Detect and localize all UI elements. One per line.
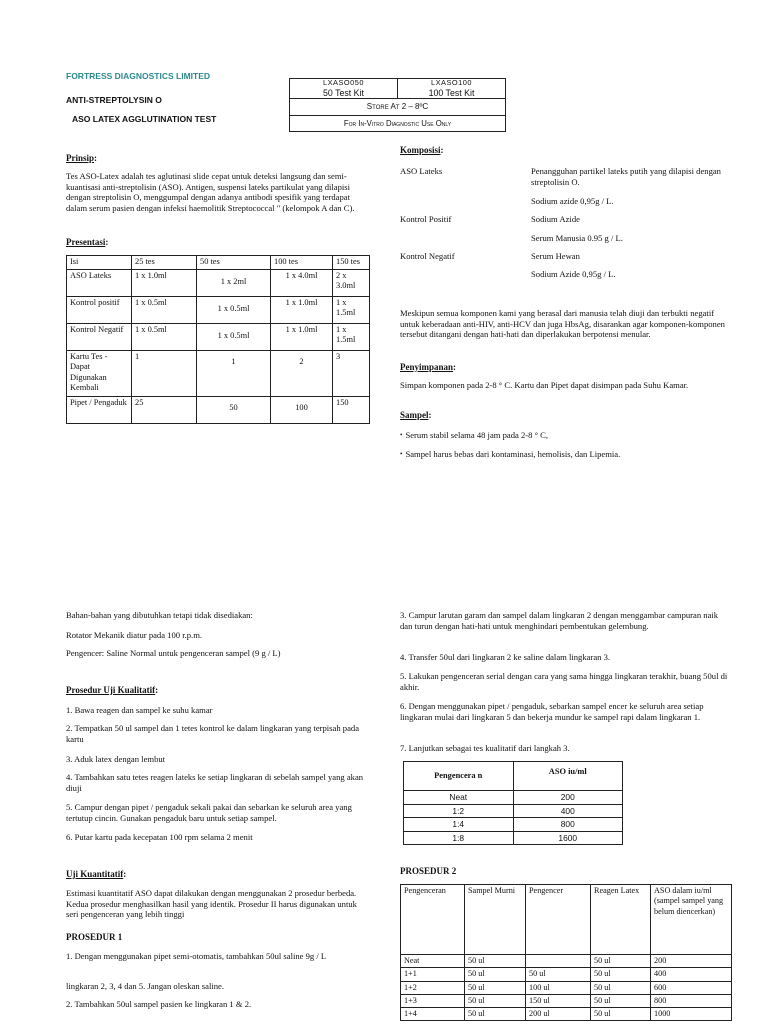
table-cell: Neat [404,791,514,805]
kualitatif-heading-text: Prosedur Uji Kualitatif [66,685,156,695]
kuantitatif-heading-text: Uji Kuantitatif [66,869,124,879]
table-header-cell: Pengencera n [404,762,514,791]
table-cell: Kartu Tes - Dapat Digunakan Kembali [67,350,132,396]
table-cell: ASO Lateks [67,269,132,296]
penyimpanan-heading: Penyimpanan: [400,362,457,372]
prosedur-step: 5. Lakukan pengenceran serial dengan cara yang sama hingga lingkaran terakhir, buang 50ul di akhir. [400,671,728,692]
table-cell: 50 ul [465,955,526,968]
table-cell: 1+3 [401,994,465,1007]
bahan-text: Bahan-bahan yang dibutuhkan tetapi tidak disediakan: [66,610,253,620]
table-row [401,994,732,1007]
table-cell: 150 ul [526,994,591,1007]
table-cell: 50 ul [465,1008,526,1021]
dilution-table [403,761,623,845]
table-cell: 1+2 [401,981,465,994]
company-name: FORTRESS DIAGNOSTICS LIMITED [66,71,211,81]
table-row [67,269,370,296]
kualitatif-step: 6. Putar kartu pada kecepatan 100 rpm selama 2 menit [66,832,253,842]
table-row [404,791,623,805]
table-cell: 1 x 0.5ml [132,323,197,350]
presentasi-heading-text: Presentasi [66,237,106,247]
sampel-heading-text: Sampel [400,410,429,420]
table-row [404,762,623,791]
komposisi-line: Serum Manusia 0.95 g / L. [531,233,623,243]
table-cell: 1 x 2ml [197,269,271,296]
sampel-heading: Sampel: [400,410,432,420]
prosedur1-step: 1. Dengan menggunakan pipet semi-otomatis, tambahkan 50ul saline 9g / L [66,951,327,961]
prosedur1-step: 2. Tambahkan 50ul sampel pasien ke lingkaran 1 & 2. [66,999,252,1009]
prinsip-heading-text: Prinsip [66,153,95,163]
table-cell: 3 [333,350,370,396]
komposisi-line: Sodium Azide [531,214,580,224]
komposisi-line: Penangguhan partikel lateks putih yang dilapisi dengan streptolisin O. [531,166,721,187]
table-row [67,256,370,270]
komposisi-line: Sodium azide 0,95g / L. [531,196,614,206]
table-header-cell: Sampel Murni [465,885,526,955]
table-cell: 400 [513,804,623,818]
kualitatif-step: 5. Campur dengan pipet / pengaduk sekali pakai dan sebarkan ke seluruh area yang tertutup cincin. Gunakan pengaduk baru untuk setiap sampel. [66,802,352,823]
table-row [67,396,370,423]
table-cell: 50 ul [591,1008,651,1021]
table-row [401,1008,732,1021]
table-cell: 50 ul [591,981,651,994]
table-row [67,323,370,350]
table-cell: 50 ul [526,968,591,981]
table-cell: 800 [513,818,623,832]
table-cell: 25 [132,396,197,423]
table-row [404,818,623,832]
table-cell [526,955,591,968]
table-header-cell: 50 tes [197,256,271,270]
table-header-cell: 150 tes [333,256,370,270]
table-row [404,804,623,818]
table-cell: 1:4 [404,818,514,832]
table-row [404,831,623,845]
table-cell: 200 [513,791,623,805]
table-cell: 1:2 [404,804,514,818]
prosedur1-step: lingkaran 2, 3, 4 dan 5. Jangan oleskan saline. [66,981,224,991]
warning-text: Meskipun semua komponen kami yang berasal dari manusia telah diuji dan terbukti negatif untuk keberadaan anti-HIV, anti-HCV dan juga HbsAg, disarankan agar komponen-komponen tersebut ditangani dengan hati-hati dan diperlakukan berpotensi menular. [400,308,725,340]
sampel-item: • Serum stabil selama 48 jam pada 2-8 ° C, [400,430,548,441]
table-cell: 1 x 4.0ml [271,269,333,296]
table-row [401,981,732,994]
table-cell: Kontrol positif [67,296,132,323]
table-cell: 150 [333,396,370,423]
table-cell: 200 ul [526,1008,591,1021]
product-title: ANTI-STREPTOLYSIN O [66,95,162,105]
table-cell: 1 x 1.5ml [333,323,370,350]
prosedur-step: 4. Transfer 50ul dari lingkaran 2 ke saline dalam lingkaran 3. [400,652,611,662]
prosedur-step: 7. Lanjutkan sebagai tes kualitatif dari langkah 3. [400,743,570,753]
table-cell: 600 [651,981,732,994]
table-cell: 400 [651,968,732,981]
table-cell: 50 [197,396,271,423]
prosedur2-heading: PROSEDUR 2 [400,866,457,876]
kit-code-cell [398,79,506,99]
table-header-cell: 25 tes [132,256,197,270]
prosedur-step: 3. Campur larutan garam dan sampel dalam lingkaran 2 dengan menggambar campuran naik dan turun dengan hati-hati untuk menghindari pembentukan gelembung. [400,610,719,631]
table-cell: 1+4 [401,1008,465,1021]
kit-code-cell [290,79,398,99]
komposisi-line: Sodium Azide 0,95g / L. [531,269,616,279]
table-header-cell: Pengencer [526,885,591,955]
table-cell: 800 [651,994,732,1007]
table-cell: 1 x 0.5ml [132,296,197,323]
table-cell: 1 x 1.0ml [271,323,333,350]
rotator-text: Rotator Mekanik diatur pada 100 r.p.m. [66,630,203,640]
table-cell: 1600 [513,831,623,845]
presentasi-heading: Presentasi: [66,237,109,247]
table-cell: Neat [401,955,465,968]
table-cell: 200 [651,955,732,968]
pengencer-text: Pengencer: Saline Normal untuk pengenceran sampel (9 g / L) [66,648,281,658]
penyimpanan-heading-text: Penyimpanan [400,362,454,372]
table-cell: 1+1 [401,968,465,981]
table-cell: 1 [197,350,271,396]
komposisi-heading: Komposisi: [400,145,444,155]
prosedur2-table [400,884,732,1021]
komposisi-name: Kontrol Negatif [400,251,455,261]
prinsip-text: Tes ASO-Latex adalah tes aglutinasi slide cepat untuk deteksi langsung dan semi-kuantisasi anti-streptolisin (ASO). Antigen, suspensi lateks partikulat yang dilapisi dengan streptolisin O, menggumpal dengan adanya antibodi spesifik yang terdapat dalam serum pasien dengan infeksi haemolitik Streptococcal " (kelompok A dan C). [66,171,355,214]
table-cell: 50 ul [465,981,526,994]
table-cell: 1 x 0.5ml [197,296,271,323]
table-header-cell: 100 tes [271,256,333,270]
table-cell: Pipet / Pengaduk [67,396,132,423]
table-cell: Kontrol Negatif [67,323,132,350]
table-cell: 100 [271,396,333,423]
table-header-cell: ASO dalam iu/ml (sampel sampel yang belum diencerkan) [651,885,732,955]
table-row [401,968,732,981]
table-cell: 100 ul [526,981,591,994]
ivd-use: For In-Vitro Diagnostic Use Only [290,115,506,132]
table-cell: 1 x 0.5ml [197,323,271,350]
table-cell: 1 x 1.0ml [132,269,197,296]
test-title: ASO LATEX AGGLUTINATION TEST [72,114,217,124]
penyimpanan-text: Simpan komponen pada 2-8 ° C. Kartu dan Pipet dapat disimpan pada Suhu Kamar. [400,380,689,390]
kualitatif-step: 2. Tempatkan 50 ul sampel dan 1 tetes kontrol ke dalam lingkaran yang terpisah pada kartu [66,723,360,744]
prosedur1-heading: PROSEDUR 1 [66,932,123,942]
prinsip-heading: Prinsip: [66,153,98,163]
sampel-item: • Sampel harus bebas dari kontaminasi, hemolisis, dan Lipemia. [400,449,620,460]
komposisi-name: Kontrol Positif [400,214,452,224]
table-header-cell: Pengenceran [401,885,465,955]
table-cell: 2 [271,350,333,396]
prosedur-step: 6. Dengan menggunakan pipet / pengaduk, sebarkan sampel encer ke seluruh area setiap lingkaran mulai dari lingkaran 5 dan bekerja mundur ke sampel rapi dalam lingkaran 1. [400,701,704,722]
table-row [401,955,732,968]
table-header-cell: Reagen Latex [591,885,651,955]
table-cell: 1 x 1.0ml [271,296,333,323]
table-header-cell: ASO iu/ml [513,762,623,791]
table-cell: 50 ul [591,955,651,968]
kualitatif-step: 1. Bawa reagen dan sampel ke suhu kamar [66,705,213,715]
table-row [67,296,370,323]
table-cell: 50 ul [465,968,526,981]
table-cell: 50 ul [591,968,651,981]
store-temp: Store At 2 – 8ºC [290,98,506,115]
table-row [401,885,732,955]
kuantitatif-text: Estimasi kuantitatif ASO dapat dilakukan dengan menggunakan 2 prosedur berbeda. Kedua prosedur menghasilkan hasil yang identik. Prosedur II harus digunakan untuk seri pengenceran yang lebih tinggi [66,888,357,920]
kit-code: LXASO050 [323,78,364,87]
kit-info-table [289,78,506,132]
kit-size: 50 Test Kit [323,87,364,98]
table-cell: 1000 [651,1008,732,1021]
table-cell: 50 ul [591,994,651,1007]
komposisi-name: ASO Lateks [400,166,443,176]
table-cell: 2 x 3.0ml [333,269,370,296]
kualitatif-heading: Prosedur Uji Kualitatif: [66,685,159,695]
table-cell: 1 x 1.5ml [333,296,370,323]
table-header-cell: Isi [67,256,132,270]
komposisi-line: Serum Hewan [531,251,580,261]
presentasi-table [66,255,370,424]
kualitatif-step: 4. Tambahkan satu tetes reagen lateks ke setiap lingkaran di sebelah sampel yang akan diuji [66,772,364,793]
table-row [67,350,370,396]
komposisi-heading-text: Komposisi [400,145,441,155]
table-cell: 50 ul [465,994,526,1007]
table-cell: 1:8 [404,831,514,845]
kit-size: 100 Test Kit [428,87,475,98]
table-cell: 1 [132,350,197,396]
kuantitatif-heading: Uji Kuantitatif: [66,869,127,879]
kit-code: LXASO100 [431,78,472,87]
kualitatif-step: 3. Aduk latex dengan lembut [66,754,166,764]
